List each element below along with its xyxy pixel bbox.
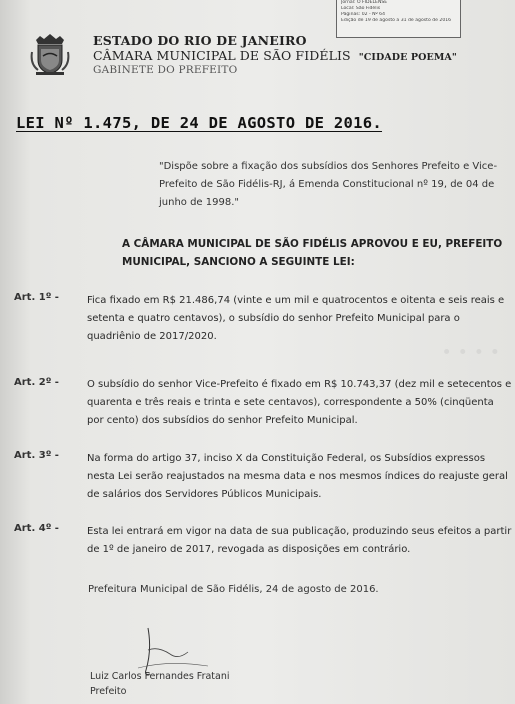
- article-label: Art. 1º -: [14, 292, 59, 303]
- signer-role: Prefeito: [90, 686, 127, 697]
- header-chamber-name: CÂMARA MUNICIPAL DE SÃO FIDÉLIS: [93, 48, 351, 63]
- article-text: Fica fixado em R$ 21.486,74 (vinte e um mil e quatrocentos e oitenta e seis reais e setenta e quatro centavos), o subsídio do senhor Prefeito Municipal para o quadriênio de 2017/2020.: [87, 295, 505, 342]
- article-label: Art. 3º -: [14, 450, 59, 461]
- coat-of-arms-icon: [30, 32, 70, 76]
- law-title: LEI Nº 1.475, DE 24 DE AGOSTO DE 2016.: [16, 114, 383, 132]
- article-label: Art. 4º -: [14, 523, 59, 534]
- stamp-line: Local: São Fidélis: [341, 6, 381, 11]
- law-ementa: "Dispõe sobre a fixação dos subsídios dos Senhores Prefeito e Vice-Prefeito de São Fidélis-RJ, á Emenda Constitucional nº 19, de 04 de junho de 1998.": [159, 161, 498, 208]
- stamp-line: Jornal: O FIDELENSE: [341, 0, 388, 5]
- header-office: GABINETE DO PREFEITO: [93, 64, 238, 76]
- law-preamble: A CÂMARA MUNICIPAL DE SÃO FIDÉLIS APROVOU E EU, PREFEITO MUNICIPAL, SANCIONO A SEGUINTE LEI:: [122, 238, 503, 268]
- header-chamber: [93, 48, 457, 63]
- header-state: ESTADO DO RIO DE JANEIRO: [93, 33, 307, 48]
- article-text: O subsídio do senhor Vice-Prefeito é fixado em R$ 10.743,37 (dez mil e setecentos e quarenta e três reais e trinta e sete centavos), correspondente a 50% (cinqüenta por cento) dos subsídios do senhor Prefeito Municipal.: [87, 379, 512, 426]
- stamp-line: Páginas: 02 - Nº 64: [341, 12, 386, 17]
- article-text: Esta lei entrará em vigor na data de sua publicação, produzindo seus efeitos a partir de 1º de janeiro de 2017, revogada as disposições em contrário.: [87, 526, 512, 555]
- article-text: Na forma do artigo 37, inciso X da Constituição Federal, os Subsídios expressos nesta Lei serão reajustados na mesma data e nos mesmos índices do reajuste geral de salários dos Servidores Públicos Municipais.: [87, 453, 508, 500]
- article-label: Art. 2º -: [14, 377, 59, 388]
- place-and-date: Prefeitura Municipal de São Fidélis, 24 de agosto de 2016.: [88, 584, 379, 595]
- publication-stamp: [336, 0, 461, 38]
- header-tagline: "CIDADE POEMA": [358, 52, 457, 63]
- stamp-line: Edição de 19 de agosto a 31 de agosto de 2016: [341, 18, 452, 23]
- signer-name: Luiz Carlos Fernandes Fratani: [90, 671, 230, 682]
- bleed-through-texture: ····: [440, 330, 505, 374]
